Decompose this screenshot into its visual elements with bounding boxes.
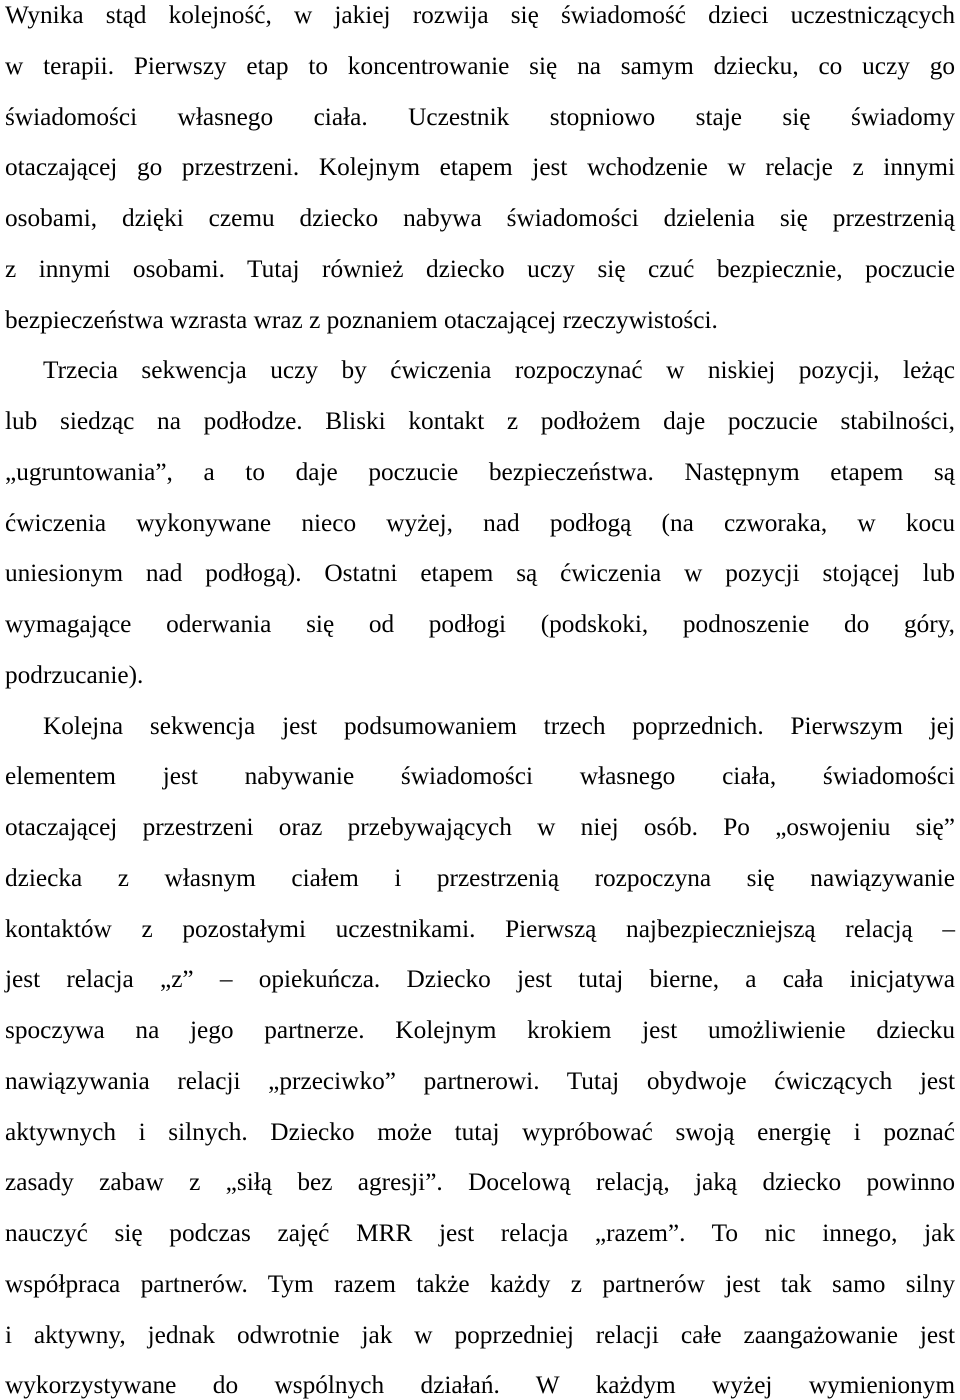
text-line: aktywnych i silnych. Dziecko może tutaj wypróbować swoją energię i poznać [5, 1117, 955, 1146]
text-line: zasady zabaw z „siłą bez agresji”. Docelową relacją, jaką dziecko powinno [5, 1168, 955, 1197]
text-line: wykorzystywane do wspólnych działań. W każdym wyżej wymienionym [5, 1371, 955, 1400]
text-line: współpraca partnerów. Tym razem także każdy z partnerów jest tak samo silny [5, 1269, 955, 1298]
text-line: z innymi osobami. Tutaj również dziecko uczy się czuć bezpiecznie, poczucie [5, 254, 955, 283]
text-line: spoczywa na jego partnerze. Kolejnym krokiem jest umożliwienie dziecku [5, 1016, 955, 1044]
text-line: bezpieczeństwa wzrasta wraz z poznaniem otaczającej rzeczywistości. [5, 305, 718, 334]
text-line: otaczającej przestrzeni oraz przebywających w niej osób. Po „oswojeniu się” [5, 813, 955, 841]
text-line: osobami, dzięki czemu dziecko nabywa świadomości dzielenia się przestrzenią [5, 204, 955, 232]
text-line: „ugruntowania”, a to daje poczucie bezpieczeństwa. Następnym etapem są [5, 457, 955, 486]
text-line: w terapii. Pierwszy etap to koncentrowanie się na samym dziecku, co uczy go [5, 51, 955, 80]
text-line: Trzecia sekwencja uczy by ćwiczenia rozpoczynać w niskiej pozycji, leżąc [43, 356, 955, 385]
text-line: jest relacja „z” – opiekuńcza. Dziecko jest tutaj bierne, a cała inicjatywa [5, 965, 955, 994]
text-line: ćwiczenia wykonywane nieco wyżej, nad podłogą (na czworaka, w kocu [5, 508, 955, 537]
text-line: lub siedząc na podłodze. Bliski kontakt z podłożem daje poczucie stabilności, [5, 407, 955, 435]
text-line: nauczyć się podczas zajęć MRR jest relacja „razem”. To nic innego, jak [5, 1219, 955, 1247]
text-line: dziecka z własnym ciałem i przestrzenią rozpoczyna się nawiązywanie [5, 863, 955, 892]
text-line: kontaktów z pozostałymi uczestnikami. Pierwszą najbezpieczniejszą relacją – [5, 914, 955, 943]
text-line: Kolejna sekwencja jest podsumowaniem trzech poprzednich. Pierwszym jej [43, 711, 955, 740]
text-line: otaczającej go przestrzeni. Kolejnym etapem jest wchodzenie w relacje z innymi [5, 153, 955, 182]
body-text [5, 0, 955, 1400]
text-line: świadomości własnego ciała. Uczestnik stopniowo staje się świadomy [5, 102, 955, 131]
text-line: elementem jest nabywanie świadomości własnego ciała, świadomości [5, 762, 955, 791]
text-line: podrzucanie). [5, 660, 144, 689]
text-line: i aktywny, jednak odwrotnie jak w poprzedniej relacji całe zaangażowanie jest [5, 1320, 955, 1349]
text-line: nawiązywania relacji „przeciwko” partnerowi. Tutaj obydwoje ćwiczących jest [5, 1066, 955, 1095]
text-line: Wynika stąd kolejność, w jakiej rozwija się świadomość dzieci uczestniczących [5, 1, 955, 29]
text-line: uniesionym nad podłogą). Ostatni etapem są ćwiczenia w pozycji stojącej lub [5, 559, 955, 588]
text-line: wymagające oderwania się od podłogi (podskoki, podnoszenie do góry, [5, 610, 955, 638]
